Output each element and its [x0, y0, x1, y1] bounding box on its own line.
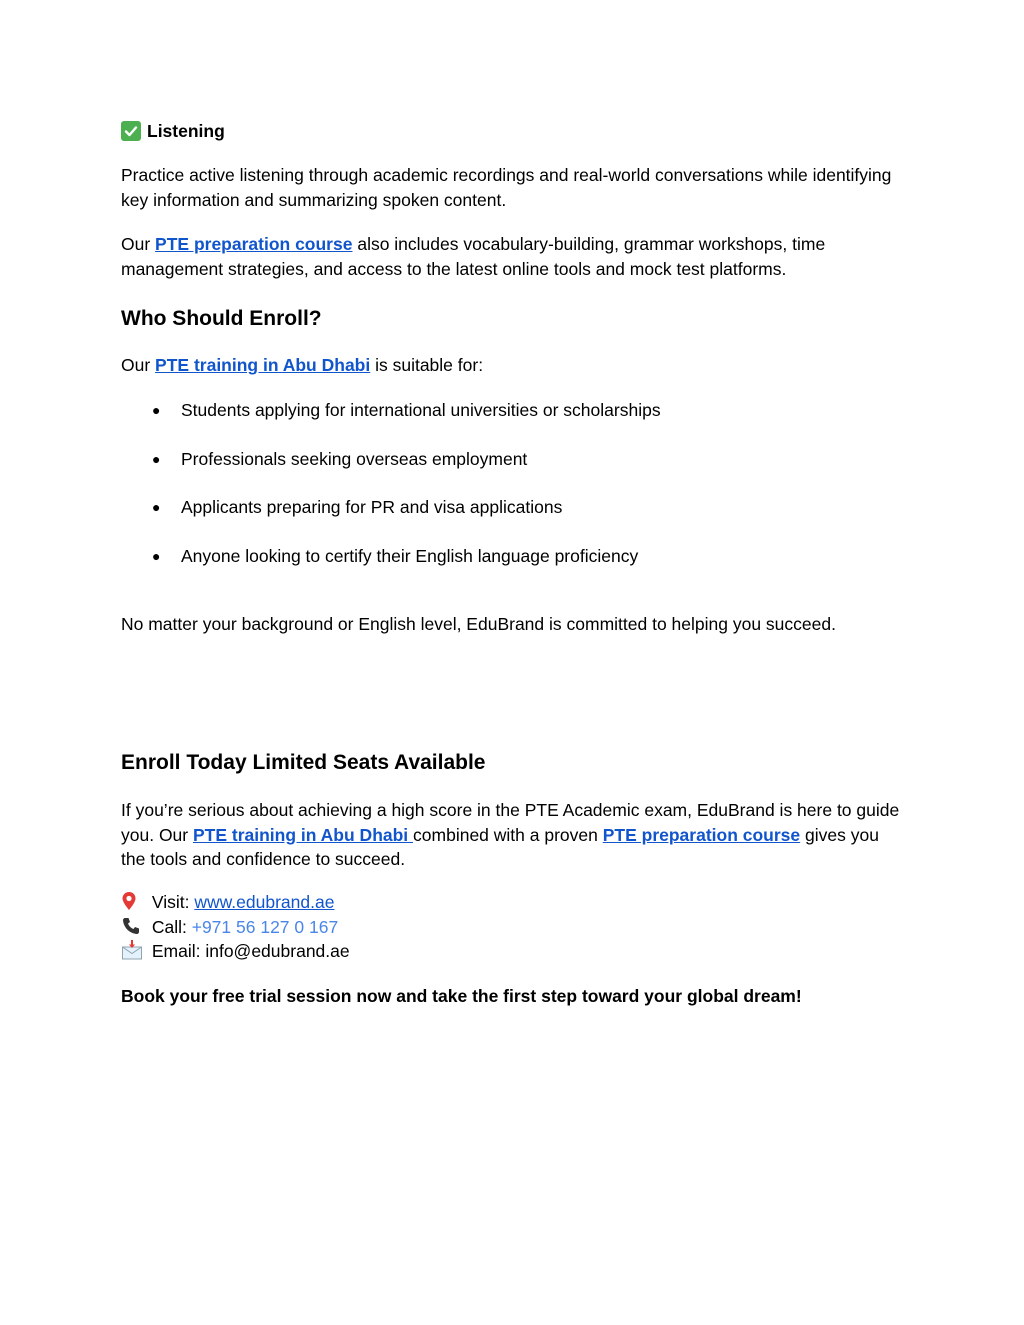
bullet-icon: ● — [152, 548, 161, 564]
visit-line — [121, 890, 334, 915]
list-item-text: Applicants preparing for PR and visa applications — [181, 497, 563, 517]
enroll-text-3: gives you the tools and confidence to succeed. — [121, 824, 879, 869]
email-inbox-icon — [121, 940, 143, 960]
course-paragraph — [121, 232, 911, 281]
call-line — [121, 915, 338, 940]
who-intro-suffix: is suitable for: — [370, 355, 484, 375]
call-label: Call: — [147, 917, 192, 937]
listening-title: Listening — [147, 121, 225, 141]
list-item-text: Students applying for international universities or scholarships — [181, 400, 661, 420]
enroll-text-2: combined with a proven — [413, 824, 603, 845]
list-item — [121, 494, 911, 520]
list-item-text: Professionals seeking overseas employment — [181, 449, 528, 469]
phone-icon — [121, 916, 143, 936]
email-label: Email: info@edubrand.ae — [147, 941, 350, 961]
location-pin-icon — [121, 891, 143, 911]
website-link[interactable]: www.edubrand.ae — [194, 892, 335, 912]
who-intro — [121, 353, 911, 378]
visit-label: Visit: — [147, 892, 195, 912]
bullet-icon: ● — [152, 499, 161, 515]
phone-number[interactable]: +971 56 127 0 167 — [191, 917, 339, 937]
bullet-icon: ● — [152, 451, 161, 467]
enroll-today-heading: Enroll Today Limited Seats Available — [121, 751, 486, 774]
check-mark-icon — [121, 121, 141, 141]
pte-training-abu-dhabi-link[interactable]: PTE training in Abu Dhabi — [155, 355, 371, 375]
pte-training-abu-dhabi-link[interactable]: PTE training in Abu Dhabi — [192, 824, 414, 845]
cta-text: Book your free trial session now and take the first step toward your global dream! — [121, 986, 802, 1006]
course-suffix: also includes vocabulary-building, grammar workshops, time management strategies, and access to the latest online tools and mock test platforms. — [121, 234, 826, 279]
listening-heading — [121, 119, 911, 143]
pte-preparation-course-link[interactable]: PTE preparation course — [155, 234, 353, 254]
email-line — [121, 939, 350, 964]
who-closing: No matter your background or English level, EduBrand is committed to helping you succeed. — [121, 614, 836, 634]
list-item — [121, 446, 911, 472]
list-item — [121, 543, 911, 569]
course-prefix: Our — [121, 234, 156, 254]
pte-preparation-course-link[interactable]: PTE preparation course — [602, 824, 801, 845]
enroll-text-1: If you’re serious about achieving a high score in the PTE Academic exam, EduBrand is here to guide you. Our — [121, 800, 900, 845]
bullet-icon: ● — [152, 402, 161, 418]
list-item — [121, 397, 911, 423]
who-should-enroll-heading: Who Should Enroll? — [121, 307, 322, 330]
listening-description: Practice active listening through academic recordings and real-world conversations while identifying key information and summarizing spoken content. — [121, 165, 892, 210]
enroll-paragraph — [121, 798, 901, 872]
who-intro-prefix: Our — [121, 355, 156, 375]
list-item-text: Anyone looking to certify their English language proficiency — [181, 546, 639, 566]
